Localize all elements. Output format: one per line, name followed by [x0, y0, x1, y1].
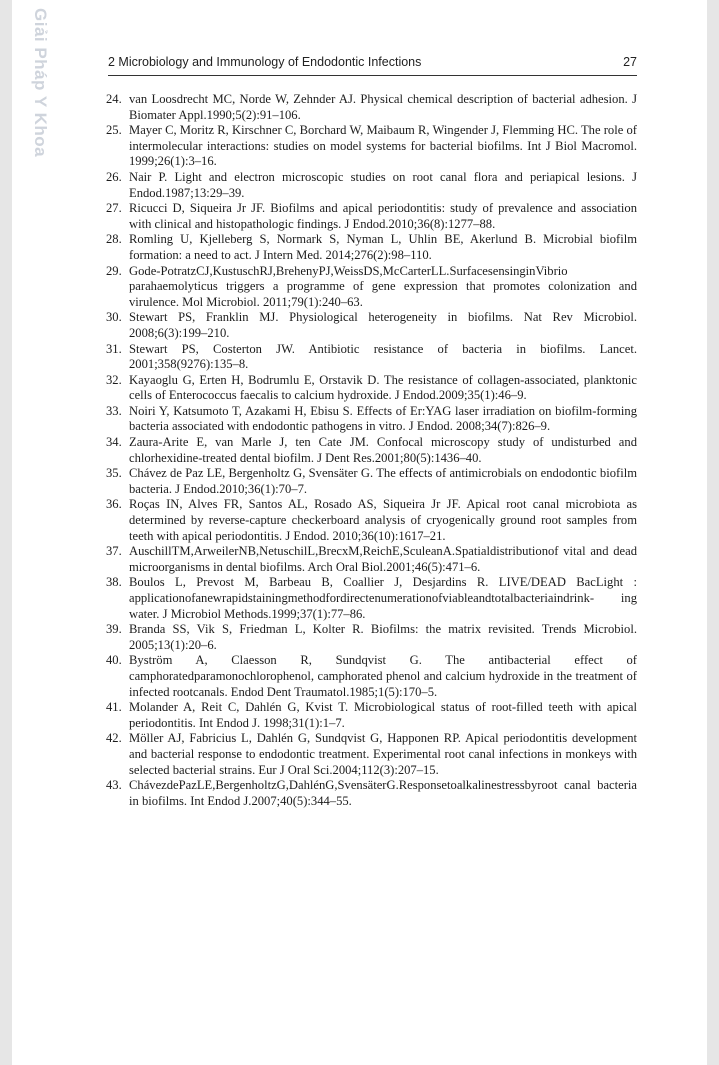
reference-number: 37. — [106, 544, 122, 559]
reference-number: 32. — [106, 372, 122, 387]
reference-text: AuschillTM,ArweilerNB,NetuschilL,BrecxM,ReichE,SculeanA.Spatialdistributionof vital and dead microorganisms in dental biofilms. Arch Oral Biol.2001;46(5):471–6. — [129, 544, 637, 574]
reference-item — [106, 435, 637, 466]
reference-text: Kayaoglu G, Erten H, Bodrumlu E, Orstavik D. The resistance of collagen-associated, planktonic cells of Enterococcus faecalis to calcium hydroxide. J Endod.2009;35(1):46–9. — [129, 372, 637, 403]
reference-item — [106, 700, 637, 731]
reference-text: van Loosdrecht MC, Norde W, Zehnder AJ. Physical chemical description of bacterial adhesion. J Biomater Appl.1990;5(2):91–106. — [129, 92, 637, 122]
reference-item — [106, 731, 637, 778]
reference-number: 38. — [106, 575, 122, 590]
reference-text: Nair P. Light and electron microscopic studies on root canal flora and periapical lesions. J Endod.1987;13:29–39. — [129, 169, 637, 200]
reference-item — [106, 653, 637, 700]
running-header — [108, 55, 637, 69]
reference-text: Mayer C, Moritz R, Kirschner C, Borchard W, Maibaum R, Wingender J, Flemming HC. The role of intermolecular interactions: studies on model systems for bacterial biofilms. Int J Biol Macromol. 1999;26(1):3–16. — [129, 123, 637, 169]
reference-item — [106, 123, 637, 170]
reference-text: Boulos L, Prevost M, Barbeau B, Coallier J, Desjardins R. LIVE/DEAD BacLight : applicationofanewrapidstainingmethodfordirectenumerationofviableandtotalbacteriaindrink- ing water. J Microbiol Methods.1999;37(1):77–86. — [129, 575, 637, 621]
reference-text: Ricucci D, Siqueira Jr JF. Biofilms and apical periodontitis: study of prevalence and association with clinical and histopathologic findings. J Endod.2010;36(8):1277–88. — [129, 201, 637, 231]
reference-item — [106, 264, 637, 311]
reference-text: Romling U, Kjelleberg S, Normark S, Nyman L, Uhlin BE, Akerlund B. Microbial biofilm formation: a need to act. J Intern Med. 2014;276(2):98–110. — [129, 232, 637, 262]
reference-item — [106, 201, 637, 232]
reference-text: ChávezdePazLE,BergenholtzG,DahlénG,SvensäterG.Responsetoalkalinestressbyroot canal bacteria in biofilms. Int Endod J.2007;40(5):344–55. — [129, 778, 637, 808]
reference-text: Noiri Y, Katsumoto T, Azakami H, Ebisu S. Effects of Er:YAG laser irradiation on biofilm-forming bacteria associated with endodontic pathogens in vitro. J Endod. 2008;34(7):826–9. — [129, 403, 637, 434]
reference-number: 43. — [106, 778, 122, 793]
reference-item — [106, 92, 637, 123]
reference-text: Stewart PS, Franklin MJ. Physiological heterogeneity in biofilms. Nat Rev Microbiol. 2008;6(3):199–210. — [129, 310, 637, 340]
reference-item — [106, 497, 637, 544]
reference-number: 29. — [106, 263, 122, 278]
reference-item — [106, 232, 637, 263]
reference-text: Gode-PotratzCJ,KustuschRJ,BrehenyPJ,WeissDS,McCarterLL.SurfacesensinginVibrio parahaemolyticus triggers a programme of gene expression that promotes colonization and virulence. Mol Microbiol. 2011;79(1):240–63. — [129, 263, 637, 309]
reference-number: 25. — [106, 123, 122, 138]
reference-text: Stewart PS, Costerton JW. Antibiotic resistance of bacteria in biofilms. Lancet. 2001;358(9276):135–8. — [129, 341, 637, 372]
reference-text: Roças IN, Alves FR, Santos AL, Rosado AS, Siqueira Jr JF. Apical root canal microbiota as determined by reverse-capture checkerboard analysis of cryogenically ground root samples from teeth with apical periodontitis. J Endod. 2010;36(10):1617–21. — [129, 497, 637, 543]
reference-number: 33. — [106, 403, 122, 418]
reference-item — [106, 575, 637, 622]
header-rule — [108, 75, 637, 76]
reference-text: Branda SS, Vik S, Friedman L, Kolter R. Biofilms: the matrix revisited. Trends Microbiol. 2005;13(1):20–6. — [129, 622, 637, 652]
reference-text: Byström A, Claesson R, Sundqvist G. The antibacterial effect of camphoratedparamonochlorophenol, camphorated phenol and calcium hydroxide in the treatment of infected rootcanals. Endod Dent Traumatol.1985;1(5):170–5. — [129, 653, 637, 699]
reference-item — [106, 466, 637, 497]
reference-item — [106, 404, 637, 435]
reference-item — [106, 170, 637, 201]
reference-item — [106, 310, 637, 341]
page-number: 27 — [623, 55, 637, 69]
reference-number: 40. — [106, 653, 122, 668]
reference-text: Möller AJ, Fabricius L, Dahlén G, Sundqvist G, Happonen RP. Apical periodontitis development and bacterial response to endodontic treatment. Experimental root canal infections in monkeys with selected bacterial strains. Eur J Oral Sci.2004;112(3):207–15. — [129, 731, 637, 777]
reference-list — [106, 92, 637, 809]
reference-number: 41. — [106, 700, 122, 715]
reference-number: 35. — [106, 466, 122, 481]
reference-number: 27. — [106, 201, 122, 216]
reference-number: 30. — [106, 310, 122, 325]
reference-text: Molander A, Reit C, Dahlén G, Kvist T. Microbiological status of root-filled teeth with apical periodontitis. Int Endod J. 1998;31(1):1–7. — [129, 700, 637, 730]
reference-number: 34. — [106, 435, 122, 450]
reference-text: Zaura-Arite E, van Marle J, ten Cate JM. Confocal microscopy study of undisturbed and chlorhexidine-treated dental biofilm. J Dent Res.2001;80(5):1436–40. — [129, 435, 637, 465]
reference-number: 42. — [106, 731, 122, 746]
reference-text: Chávez de Paz LE, Bergenholtz G, Svensäter G. The effects of antimicrobials on endodontic biofilm bacteria. J Endod.2010;36(1):70–7. — [129, 466, 637, 496]
reference-number: 26. — [106, 169, 122, 184]
reference-item — [106, 373, 637, 404]
reference-number: 24. — [106, 92, 122, 106]
reference-item — [106, 342, 637, 373]
chapter-title: 2 Microbiology and Immunology of Endodontic Infections — [108, 55, 422, 69]
reference-item — [106, 544, 637, 575]
reference-item — [106, 778, 637, 809]
reference-number: 36. — [106, 497, 122, 512]
reference-number: 31. — [106, 341, 122, 356]
watermark-text: Giải Pháp Y Khoa — [31, 8, 50, 158]
reference-item — [106, 622, 637, 653]
reference-number: 39. — [106, 622, 122, 637]
document-page — [12, 0, 707, 1065]
reference-number: 28. — [106, 232, 122, 247]
